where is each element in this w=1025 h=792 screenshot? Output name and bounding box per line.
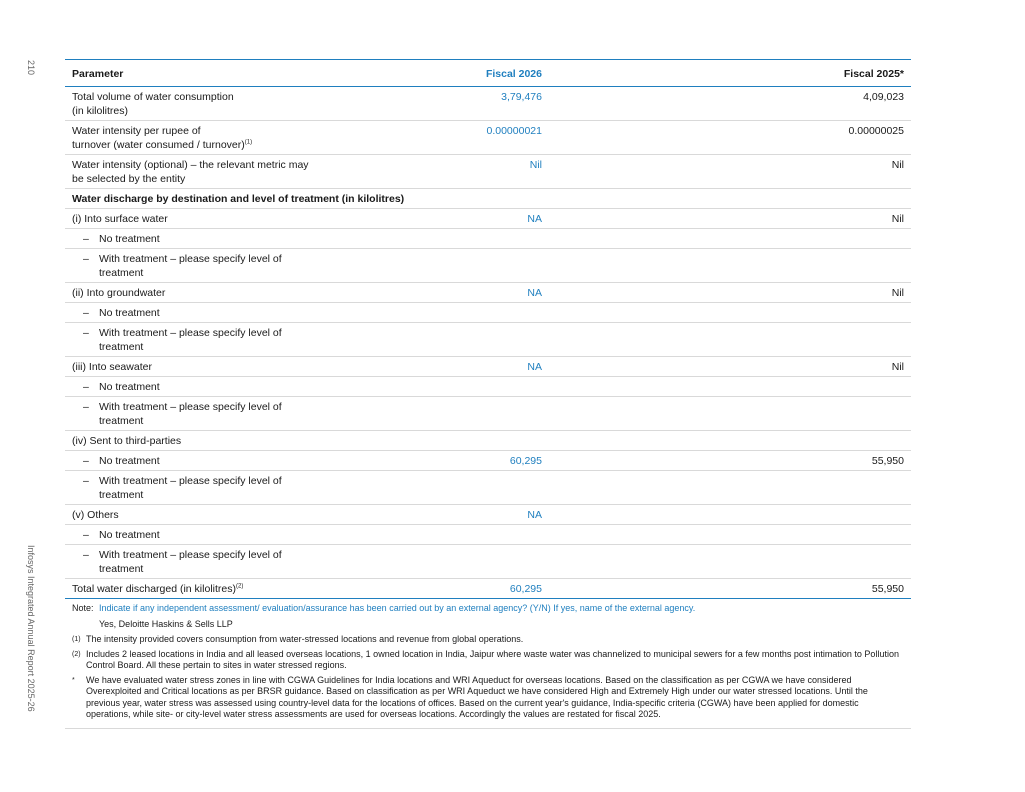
table-header-row — [65, 60, 911, 87]
fiscal-2026-value: NA — [470, 357, 835, 377]
fiscal-2026-value: NA — [470, 209, 835, 229]
parameter-label: Total water discharged (in kilolitres) — [72, 583, 236, 595]
fiscal-2026-value: 60,295 — [470, 579, 835, 599]
table-row — [65, 323, 911, 357]
footnote-text: The intensity provided covers consumption from water-stressed locations and revenue from global operations. — [86, 634, 524, 644]
dash-marker: – — [83, 253, 89, 265]
footnote-mark: * — [72, 676, 75, 684]
table-row — [65, 283, 911, 303]
parameter-cell — [65, 505, 470, 525]
parameter-cell — [65, 525, 470, 545]
fiscal-2025-value: Nil — [835, 357, 911, 377]
parameter-label: No treatment — [99, 307, 160, 319]
parameter-label: turnover (water consumed / turnover) — [72, 139, 245, 151]
parameter-label: treatment — [99, 267, 144, 279]
note-answer: Yes, Deloitte Haskins & Sells LLP — [99, 618, 233, 629]
fiscal-2026-value — [470, 431, 835, 451]
parameter-label: With treatment – please specify level of — [99, 549, 282, 561]
dash-marker: – — [83, 307, 89, 319]
parameter-cell — [65, 229, 470, 249]
water-table-container — [65, 59, 911, 729]
parameter-label: treatment — [99, 415, 144, 427]
note-question: Indicate if any independent assessment/ evaluation/assurance has been carried out by an external agency? (Y/N) If yes, name of the external agency. — [99, 603, 696, 613]
fiscal-2025-value — [835, 377, 911, 397]
fiscal-2026-value: NA — [470, 283, 835, 303]
parameter-label: No treatment — [99, 455, 160, 467]
parameter-label: treatment — [99, 489, 144, 501]
note-label: Note: — [72, 603, 94, 613]
fiscal-2025-value: 55,950 — [835, 451, 911, 471]
fiscal-2025-value — [835, 545, 911, 579]
parameter-label: No treatment — [99, 233, 160, 245]
footnote-mark: (1) — [72, 636, 81, 643]
fiscal-2025-value — [835, 505, 911, 525]
table-row — [65, 451, 911, 471]
fiscal-2025-value: 0.00000025 — [835, 121, 911, 155]
parameter-cell — [65, 283, 470, 303]
parameter-cell — [65, 451, 470, 471]
fiscal-2026-value — [470, 525, 835, 545]
dash-marker: – — [83, 327, 89, 339]
parameter-cell — [65, 357, 470, 377]
fiscal-2025-value — [835, 249, 911, 283]
fiscal-2026-value: 60,295 — [470, 451, 835, 471]
fiscal-2026-value — [470, 229, 835, 249]
footnote-text: We have evaluated water stress zones in line with CGWA Guidelines for India locations and WRI Aqueduct for overseas locations. Based on the classification as per CGWA we have considered Overexploited and Critical locations as per BRSR guidance. Based on classification as per WRI Aqueduct we have considered High and Extremely High under our water stressed locations. Until the previous year, water stress was assessed using country-level data for the locations of offices. Based on the current year's guidance, India-specific criteria (CGWA) have been applied for domestic operations, while site- or city-level water stress assessments are used for overseas locations. Accordingly the values are restated for fiscal 2025. — [86, 674, 868, 719]
parameter-label: (in kilolitres) — [72, 105, 129, 117]
table-row — [65, 579, 911, 599]
parameter-cell — [65, 579, 470, 599]
header-fiscal-2026: Fiscal 2026 — [470, 60, 835, 87]
table-row — [65, 505, 911, 525]
parameter-label: With treatment – please specify level of — [99, 475, 282, 487]
fiscal-2025-value — [835, 471, 911, 505]
parameter-cell — [65, 121, 470, 155]
parameter-cell — [65, 397, 470, 431]
header-parameter: Parameter — [65, 60, 470, 87]
parameter-cell — [65, 471, 470, 505]
dash-marker: – — [83, 233, 89, 245]
water-discharge-table — [65, 59, 911, 599]
table-row — [65, 471, 911, 505]
parameter-label: Water intensity per rupee of — [72, 125, 201, 137]
table-row — [65, 377, 911, 397]
parameter-cell — [65, 209, 470, 229]
fiscal-2026-value — [470, 323, 835, 357]
parameter-label: With treatment – please specify level of — [99, 327, 282, 339]
table-row — [65, 121, 911, 155]
parameter-cell — [65, 189, 911, 209]
parameter-label: (iv) Sent to third-parties — [72, 435, 182, 447]
fiscal-2025-value — [835, 323, 911, 357]
parameter-cell — [65, 545, 470, 579]
parameter-label: (i) Into surface water — [72, 213, 168, 225]
fiscal-2025-value: 55,950 — [835, 579, 911, 599]
table-row — [65, 397, 911, 431]
fiscal-2025-value — [835, 303, 911, 323]
fiscal-2025-value: Nil — [835, 209, 911, 229]
fiscal-2025-value — [835, 431, 911, 451]
parameter-label: Water discharge by destination and level of treatment (in kilolitres) — [72, 193, 405, 205]
parameter-cell — [65, 303, 470, 323]
parameter-cell — [65, 377, 470, 397]
parameter-label: (ii) Into groundwater — [72, 287, 166, 299]
parameter-label: No treatment — [99, 381, 160, 393]
table-row — [65, 545, 911, 579]
fiscal-2025-value: Nil — [835, 155, 911, 189]
parameter-label: With treatment – please specify level of — [99, 253, 282, 265]
parameter-cell — [65, 431, 470, 451]
parameter-cell — [65, 155, 470, 189]
table-row — [65, 189, 911, 209]
table-row — [65, 209, 911, 229]
fiscal-2026-value — [470, 471, 835, 505]
dash-marker: – — [83, 549, 89, 561]
dash-marker: – — [83, 529, 89, 541]
footnote-mark: (2) — [72, 650, 81, 658]
dash-marker: – — [83, 401, 89, 413]
fiscal-2025-value: 4,09,023 — [835, 87, 911, 121]
parameter-label: No treatment — [99, 529, 160, 541]
parameter-cell — [65, 249, 470, 283]
dash-marker: – — [83, 381, 89, 393]
fiscal-2025-value: Nil — [835, 283, 911, 303]
fiscal-2025-value — [835, 397, 911, 431]
fiscal-2026-value — [470, 397, 835, 431]
table-row — [65, 249, 911, 283]
parameter-label: treatment — [99, 563, 144, 575]
note-line — [72, 603, 904, 615]
footnotes — [72, 634, 904, 721]
table-row — [65, 525, 911, 545]
footnote — [72, 675, 904, 721]
parameter-label: (iii) Into seawater — [72, 361, 152, 373]
fiscal-2026-value — [470, 303, 835, 323]
fiscal-2026-value: Nil — [470, 155, 835, 189]
parameter-label: Total volume of water consumption — [72, 91, 234, 103]
table-body — [65, 87, 911, 599]
table-row — [65, 87, 911, 121]
footnote-ref: (2) — [235, 583, 244, 590]
fiscal-2026-value: 3,79,476 — [470, 87, 835, 121]
fiscal-2026-value — [470, 377, 835, 397]
table-row — [65, 303, 911, 323]
parameter-label: treatment — [99, 341, 144, 353]
page-number: 210 — [26, 60, 36, 76]
fiscal-2026-value — [470, 545, 835, 579]
footnote-ref: (1) — [244, 139, 253, 146]
dash-marker: – — [83, 455, 89, 467]
table-row — [65, 357, 911, 377]
fiscal-2025-value — [835, 525, 911, 545]
parameter-label: Water intensity (optional) – the relevant metric may — [72, 159, 309, 171]
parameter-cell — [65, 87, 470, 121]
footnote — [72, 649, 904, 672]
table-row — [65, 229, 911, 249]
header-fiscal-2025: Fiscal 2025* — [835, 60, 911, 87]
parameter-label: be selected by the entity — [72, 173, 186, 185]
parameter-cell — [65, 323, 470, 357]
parameter-label: (v) Others — [72, 509, 119, 521]
report-title: Infosys Integrated Annual Report 2025-26 — [26, 545, 36, 712]
dash-marker: – — [83, 475, 89, 487]
parameter-label: With treatment – please specify level of — [99, 401, 282, 413]
footnote-text: Includes 2 leased locations in India and all leased overseas locations, 1 owned location in India, Jaipur where waste water was channelized to municipal sewers for a few months post intimation to Pollution Control Board. All these pertain to sites in water stressed regions. — [86, 648, 899, 670]
table-row — [65, 155, 911, 189]
fiscal-2026-value — [470, 249, 835, 283]
fiscal-2026-value: 0.00000021 — [470, 121, 835, 155]
notes-section — [65, 599, 911, 729]
table-row — [65, 431, 911, 451]
fiscal-2026-value: NA — [470, 505, 835, 525]
footnote — [72, 634, 904, 646]
fiscal-2025-value — [835, 229, 911, 249]
